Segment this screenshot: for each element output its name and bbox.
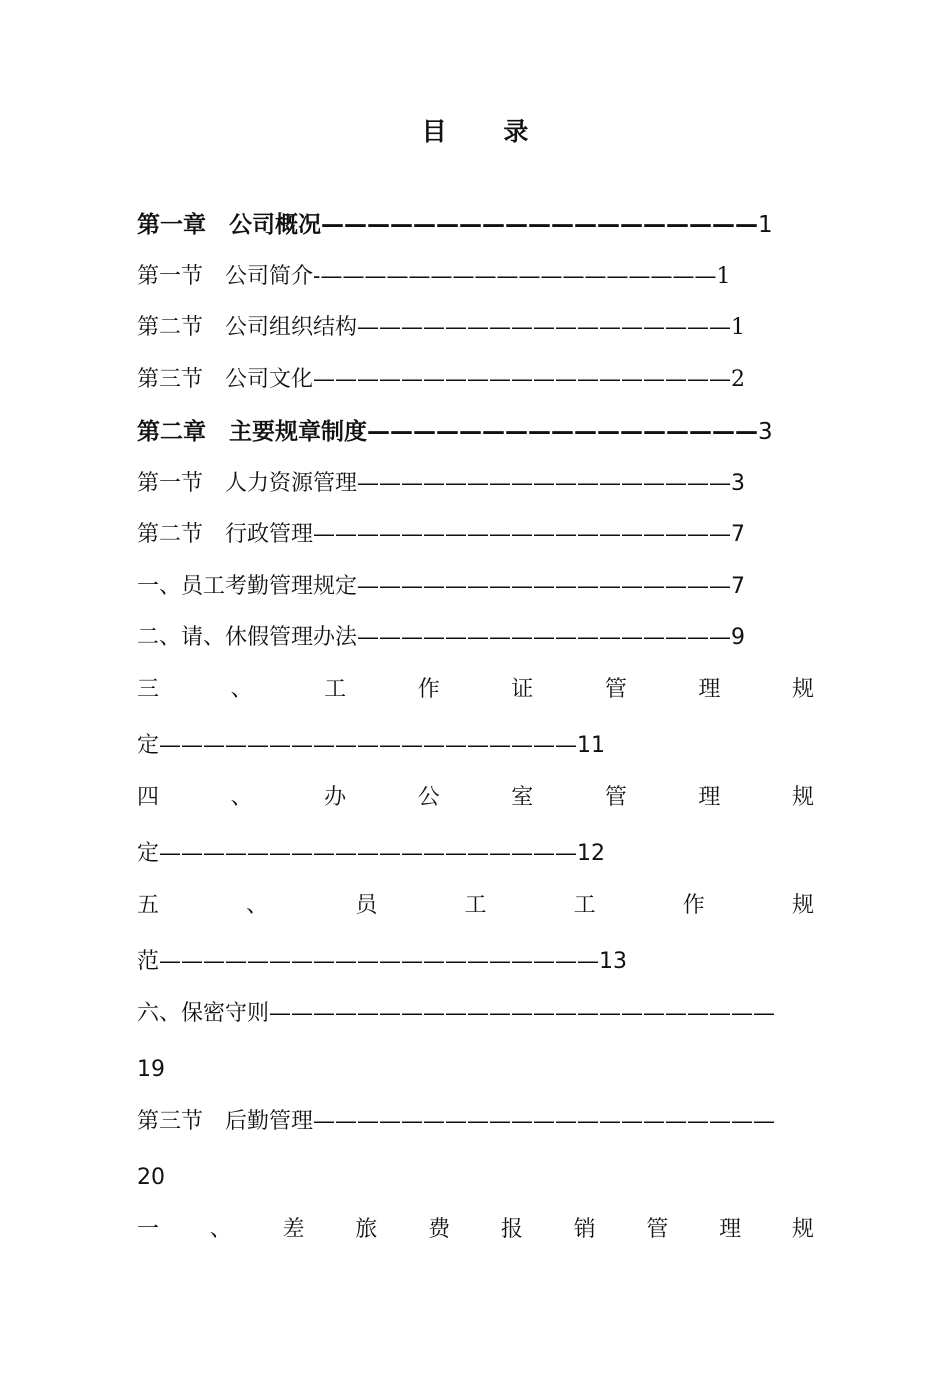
toc-page-number: 20 (137, 1165, 165, 1190)
toc-char: 、 (230, 677, 253, 702)
toc-char: 管 (646, 1217, 669, 1242)
toc-char: 工 (324, 677, 347, 702)
toc-entry (137, 518, 814, 552)
toc-leader: ————————————————— (357, 315, 732, 340)
toc-entry-label: 第二章 主要规章制度 (137, 419, 367, 445)
toc-page-number: 1 (716, 264, 731, 289)
toc-entry-justified (137, 1213, 814, 1247)
toc-page-number: 7 (731, 574, 746, 599)
toc-leader: ————————————————— (357, 574, 732, 599)
toc-entry-justified (137, 673, 814, 707)
toc-entry-label: 第三节 后勤管理 (137, 1109, 314, 1134)
toc-char: 理 (698, 785, 721, 810)
toc-entry-label: 第三节 公司文化 (137, 367, 314, 392)
toc-leader: ——————————————————— (159, 841, 578, 866)
toc-entry-continuation (137, 945, 814, 979)
toc-entry-label: 二、请、休假管理办法 (137, 625, 358, 650)
toc-char: 作 (682, 893, 705, 918)
toc-entry-label: 六、保密守则 (137, 1001, 270, 1026)
toc-leader: ————————————————— (357, 471, 732, 496)
toc-entry (137, 997, 814, 1031)
toc-entry (137, 208, 814, 242)
toc-char: 五 (137, 893, 160, 918)
toc-entry (137, 570, 814, 604)
toc-char: 定 (137, 841, 160, 866)
toc-entry (137, 311, 814, 345)
toc-char: 费 (428, 1217, 451, 1242)
toc-char: 室 (511, 785, 534, 810)
toc-leader: ——————————————————— (321, 212, 758, 238)
toc-char: 证 (511, 677, 534, 702)
toc-entry-continuation (137, 1053, 814, 1087)
toc-char: 员 (355, 893, 378, 918)
toc-leader: ——————————————————— (159, 733, 578, 758)
toc-char: 规 (791, 677, 814, 702)
toc-page-number: 19 (137, 1057, 165, 1082)
toc-leader: ————————————————— (367, 419, 758, 445)
toc-leader: ——————————————————— (313, 522, 732, 547)
toc-page-number: 3 (731, 471, 746, 496)
toc-char: 理 (719, 1217, 742, 1242)
toc-char: 规 (791, 785, 814, 810)
toc-leader: ——————————————————————— (269, 1001, 776, 1026)
toc-char: 作 (417, 677, 440, 702)
toc-entry-label: 第一节 人力资源管理 (137, 471, 358, 496)
toc-leader: ————————————————————— (313, 1109, 776, 1134)
toc-char: 工 (573, 893, 596, 918)
toc-entry-justified (137, 889, 814, 923)
toc-page-number: 12 (577, 841, 606, 866)
toc-char: 办 (324, 785, 347, 810)
toc-leader: ———————————————————— (159, 949, 600, 974)
toc-entry-label: 第二节 行政管理 (137, 522, 314, 547)
toc-char: 公 (417, 785, 440, 810)
toc-entry-label: 第一章 公司概况 (137, 212, 321, 238)
toc-char: 报 (500, 1217, 523, 1242)
toc-entry-justified (137, 781, 814, 815)
toc-char: 旅 (355, 1217, 378, 1242)
toc-page-number: 11 (577, 733, 606, 758)
toc-char: 一 (137, 1217, 160, 1242)
toc-leader: ——————————————————— (313, 367, 732, 392)
page-title: 目 录 (421, 117, 553, 146)
toc-entry (137, 363, 814, 397)
toc-char: 管 (604, 677, 627, 702)
toc-char: 范 (137, 949, 160, 974)
toc-char: 、 (230, 785, 253, 810)
toc-char: 定 (137, 733, 160, 758)
toc-entry-continuation (137, 837, 814, 871)
toc-entry (137, 260, 814, 294)
toc-char: 规 (791, 1217, 814, 1242)
toc-entry-continuation (137, 729, 814, 763)
toc-entry (137, 1105, 814, 1139)
toc-page-number: 7 (731, 522, 746, 547)
toc-char: 差 (282, 1217, 305, 1242)
toc-char: 三 (137, 677, 160, 702)
toc-entry (137, 415, 814, 449)
toc-char: 工 (464, 893, 487, 918)
toc-char: 、 (209, 1217, 232, 1242)
toc-page-number: 9 (731, 625, 746, 650)
toc-entry-label: 一、员工考勤管理规定 (137, 574, 358, 599)
toc-entry-label: 第一节 公司简介 (137, 264, 314, 289)
toc-char: 四 (137, 785, 160, 810)
toc-page-number: 1 (758, 212, 773, 238)
toc-char: 销 (573, 1217, 596, 1242)
toc-entry-continuation (137, 1161, 814, 1195)
toc-leader: ————————————————— (357, 625, 732, 650)
toc-entry-label: 第二节 公司组织结构 (137, 315, 358, 340)
toc-char: 理 (698, 677, 721, 702)
toc-entry (137, 621, 814, 655)
toc-entry (137, 467, 814, 501)
toc-char: 规 (791, 893, 814, 918)
toc-page-number: 13 (599, 949, 628, 974)
toc-page-number: 2 (731, 367, 746, 392)
toc-page-number: 1 (731, 315, 746, 340)
toc-leader: -—————————————————— (313, 264, 717, 289)
toc-char: 管 (604, 785, 627, 810)
toc-page-number: 3 (758, 419, 773, 445)
toc-char: 、 (246, 893, 269, 918)
